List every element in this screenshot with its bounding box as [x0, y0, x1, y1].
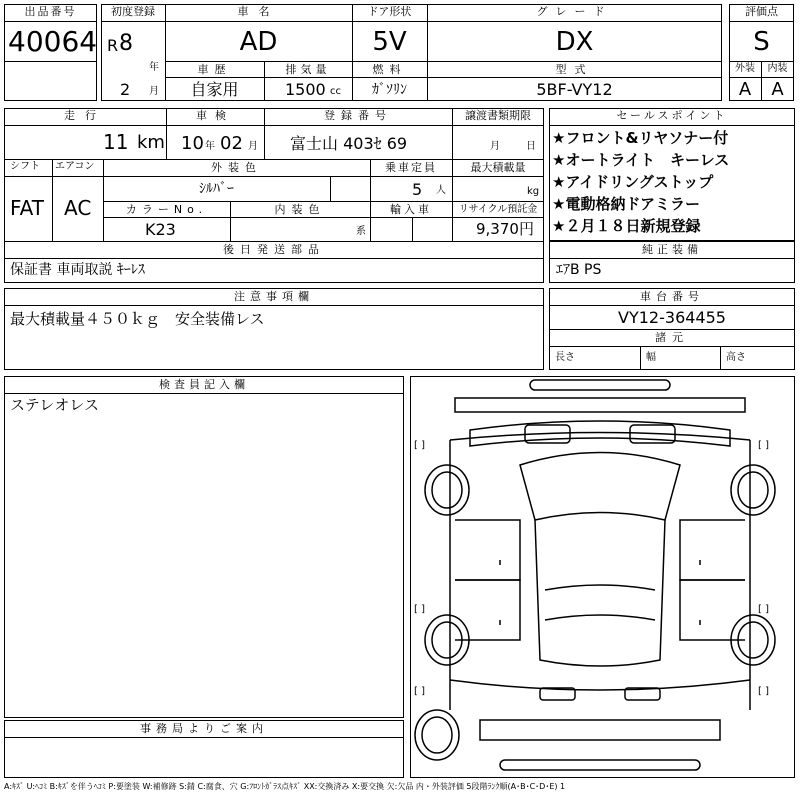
- first-registration-label: 初度登録: [111, 5, 155, 18]
- door-type-label: ドア形状: [367, 5, 412, 18]
- score-label: 評価点: [745, 5, 778, 18]
- inspection-month: 02: [220, 133, 243, 154]
- history-label: 車歴: [197, 63, 232, 76]
- sales-point-5: ★２月１８日新規登録: [552, 217, 701, 235]
- equipment: ｴｱB PS: [556, 262, 602, 278]
- mileage-label: 走行: [64, 109, 106, 122]
- fuel: ｶﾞｿﾘﾝ: [372, 82, 407, 98]
- inspection-month-unit: 月: [248, 141, 258, 152]
- model-label: 型式: [555, 63, 594, 76]
- exterior-score-label: 外装: [735, 63, 755, 74]
- grade-label: グレード: [536, 5, 613, 18]
- first-registration-era: R: [107, 36, 119, 55]
- inspection-year-unit: 年: [205, 141, 215, 152]
- first-registration-year: 8: [119, 31, 133, 56]
- displacement-label: 排気量: [285, 63, 331, 76]
- chassis-number: VY12-364455: [618, 308, 726, 327]
- history: 自家用: [190, 80, 239, 99]
- later-parts-label: 後日発送部品: [223, 243, 325, 256]
- sales-point-1: ★フロント&リヤソナー付: [552, 129, 729, 147]
- inspection-label: 車検: [196, 109, 234, 122]
- car-name-label: 車名: [237, 5, 280, 18]
- mileage: 11: [103, 130, 129, 154]
- dimensions-label: 諸元: [655, 331, 689, 344]
- equipment-label: 純正装備: [642, 243, 702, 256]
- aircon-label: エアコン: [55, 161, 95, 172]
- diagram-bracket-mid-right: [ ]: [758, 604, 769, 615]
- import-car-label: 輸入車: [390, 203, 432, 216]
- displacement-unit: cc: [330, 86, 341, 97]
- transfer-deadline-label: 譲渡書類期限: [465, 109, 531, 122]
- interior-color-suffix: 系: [356, 226, 366, 237]
- model: 5BF-VY12: [536, 80, 613, 99]
- sales-point-2: ★オートライト キーレス: [552, 151, 730, 169]
- first-registration-month: 2: [120, 80, 131, 99]
- office-label: 事務局よりご案内: [140, 722, 268, 735]
- first-registration-year-unit: 年: [149, 62, 159, 73]
- exterior-color-label: 外装色: [211, 161, 262, 174]
- later-parts: 保証書 車両取説 ｷｰﾚｽ: [10, 262, 145, 278]
- recycle-fee: 9,370円: [476, 220, 534, 238]
- dimension-width-label: 幅: [646, 352, 656, 363]
- fuel-label: 燃料: [372, 63, 407, 76]
- score: S: [753, 27, 770, 57]
- recycle-fee-label: リサイクル預託金: [458, 204, 538, 215]
- first-registration-month-unit: 月: [149, 86, 159, 97]
- diagram-bracket-rear-right: [ ]: [758, 686, 769, 697]
- registration-number-label: 登録番号: [324, 109, 392, 122]
- dimension-length-label: 長さ: [555, 352, 575, 363]
- max-load-label: 最大積載量: [470, 161, 526, 174]
- sales-point-4: ★電動格納ドアミラー: [552, 195, 700, 213]
- exterior-color: ｼﾙﾊﾞｰ: [199, 181, 234, 197]
- notes-label: 注意事項欄: [234, 290, 314, 303]
- chassis-number-label: 車台番号: [640, 290, 704, 303]
- aircon: AC: [64, 196, 92, 220]
- transfer-day-unit: 日: [526, 141, 536, 152]
- sales-points-label: セールスポイント: [616, 109, 728, 122]
- dimension-height-label: 高さ: [726, 352, 746, 363]
- shift: FAT: [10, 196, 45, 220]
- capacity-label: 乗車定員: [385, 161, 437, 174]
- lot-number: 40064: [8, 25, 98, 58]
- diagram-bracket-front-right: [ ]: [758, 440, 769, 451]
- displacement: 1500: [285, 80, 326, 99]
- door-type: 5V: [372, 27, 407, 57]
- transfer-month-unit: 月: [490, 141, 500, 152]
- lot-number-label: 出品番号: [24, 5, 77, 18]
- sales-point-3: ★アイドリングストップ: [552, 173, 714, 191]
- exterior-score: A: [738, 79, 752, 100]
- capacity: 5: [412, 180, 423, 199]
- car-diagram: [410, 376, 795, 778]
- car-name: AD: [239, 27, 278, 57]
- color-number: K23: [145, 220, 176, 239]
- inspector-box: [4, 376, 404, 718]
- interior-color-label: 内装色: [274, 203, 326, 216]
- interior-score-label: 内装: [767, 63, 788, 74]
- registration-number: 富士山 403ｾ 69: [290, 134, 408, 153]
- max-load-unit: kg: [527, 186, 540, 197]
- grade: DX: [555, 27, 594, 57]
- damage-legend: A:ｷｽﾞ U:ﾍｺﾐ B:ｷｽﾞを伴うﾍｺﾐ P:要塗装 W:補修跡 S:錆 C:腐食、穴 G:ﾌﾛﾝﾄｶﾞﾗｽ点ｷｽﾞ XX:交換済み X:要交換 欠:欠品 内・外装評価 5段階ﾗﾝｸ順(A･B･C･D･E) 1: [4, 782, 566, 791]
- shift-label: シフト: [10, 161, 40, 172]
- interior-score: A: [771, 79, 784, 100]
- color-number-label: カラーNo.: [125, 203, 208, 216]
- diagram-bracket-mid-left: [ ]: [414, 604, 425, 615]
- diagram-bracket-front-left: [ ]: [414, 440, 425, 451]
- notes: 最大積載量４５０ｋｇ 安全装備レス: [10, 310, 265, 328]
- capacity-unit: 人: [436, 185, 446, 196]
- inspector-label: 検査員記入欄: [159, 378, 249, 391]
- inspector-notes: ステレオレス: [10, 396, 99, 414]
- mileage-unit: km: [137, 132, 165, 153]
- inspection-year: 10: [181, 133, 204, 154]
- diagram-bracket-rear-left: [ ]: [414, 686, 425, 697]
